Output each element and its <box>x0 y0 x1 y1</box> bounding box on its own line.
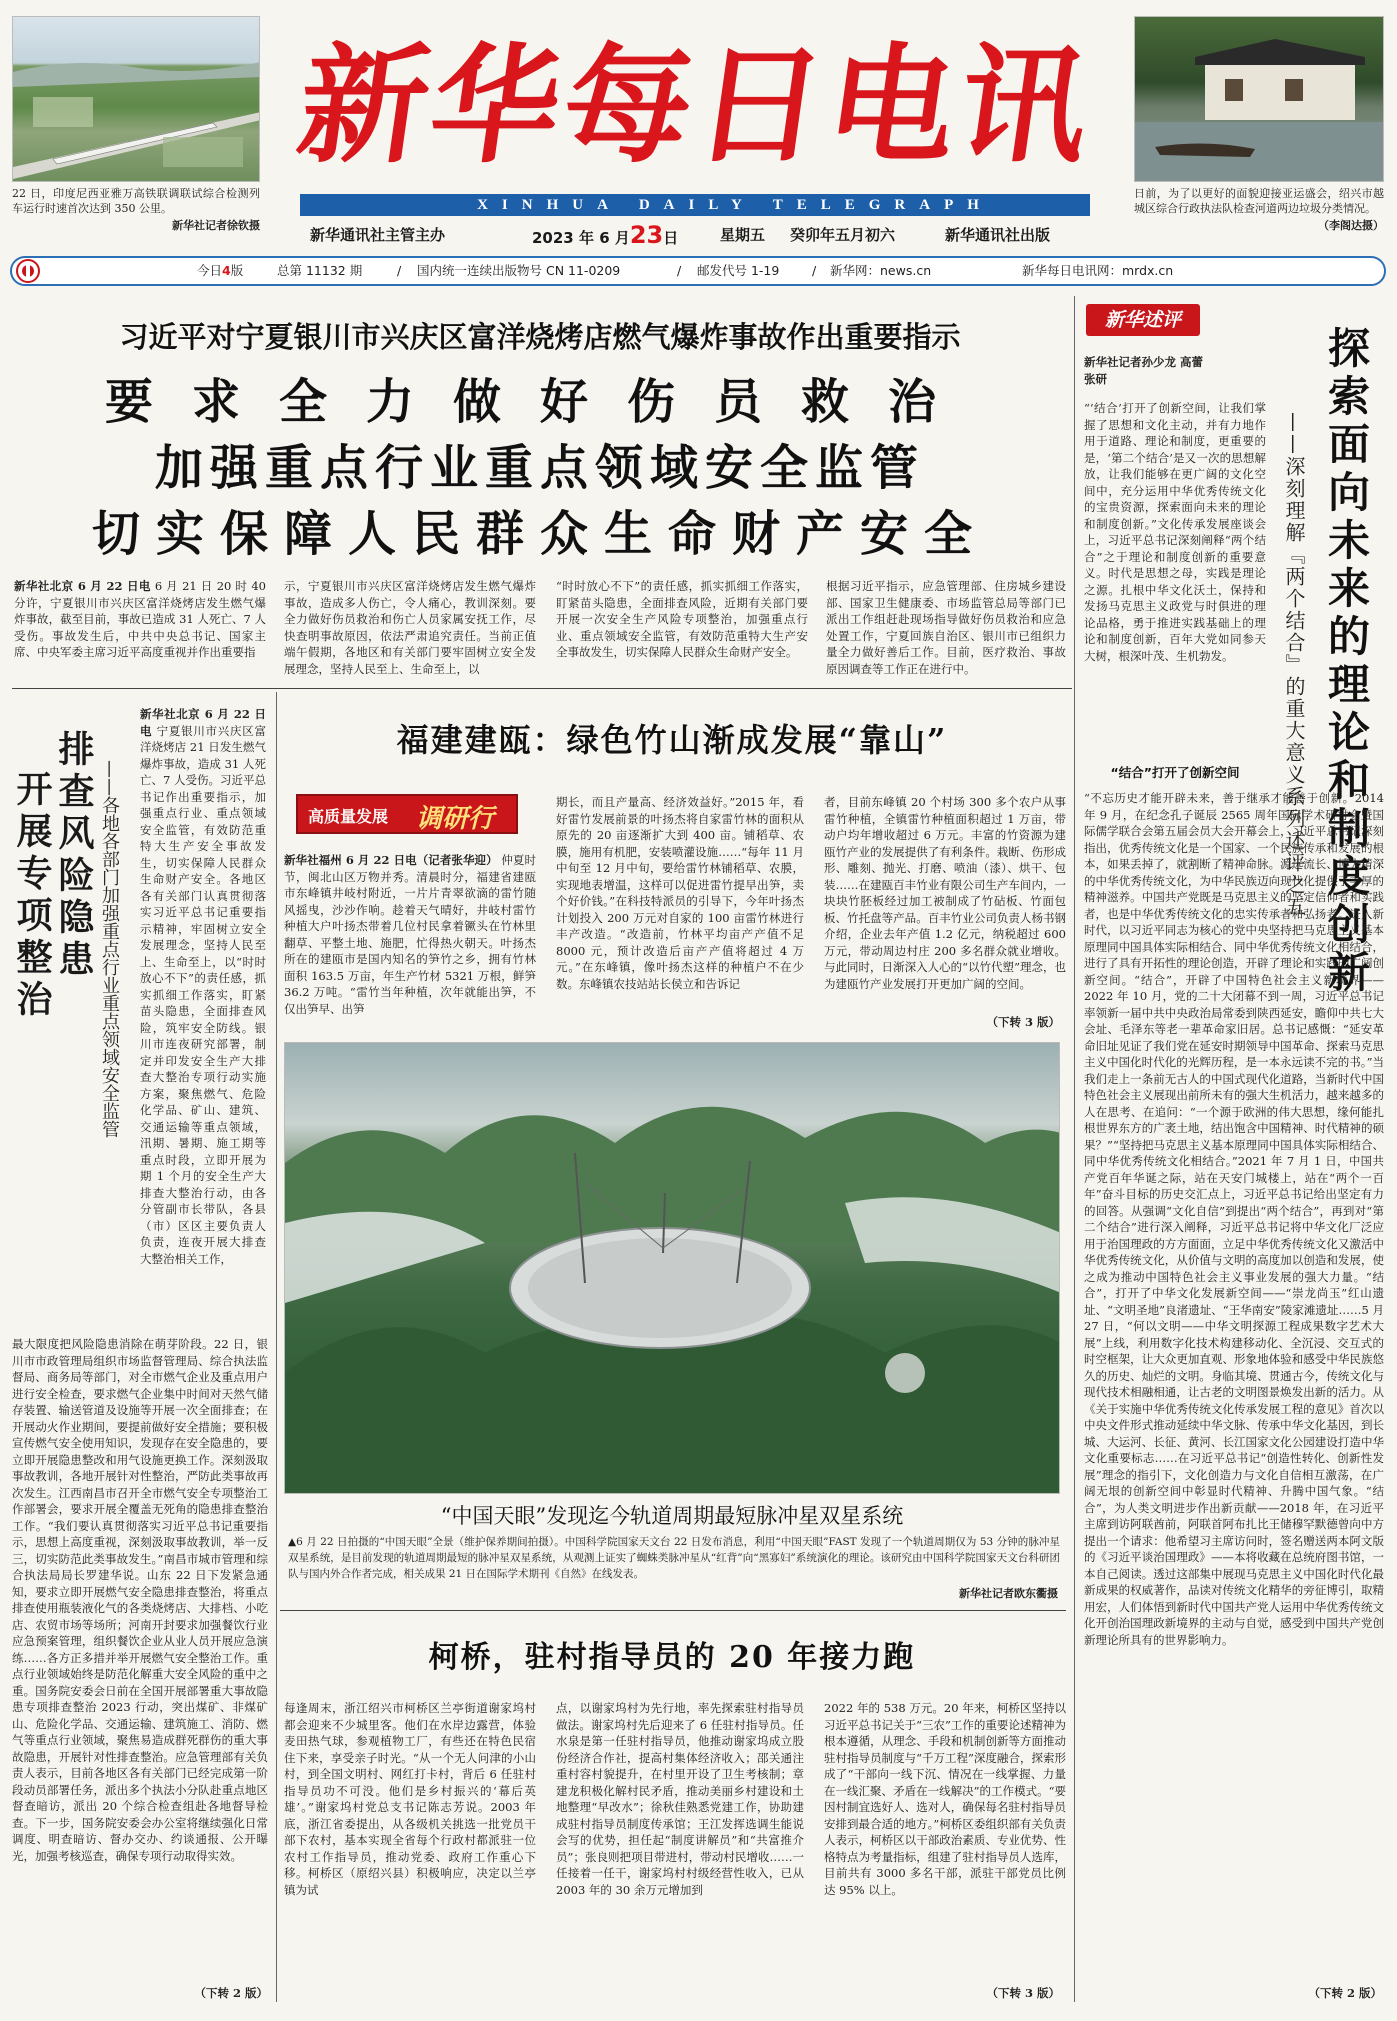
commentary-authors: 新华社记者孙少龙 高蕾 张研 <box>1084 355 1204 386</box>
fujian-col1-text: 仲夏时节，闽北山区万物并秀。清晨时分，福建省建瓯市东峰镇井岐村附近，一片片青翠欲滴的雷竹随风摇曳，沙沙作响。趁着天气晴好，井岐村雷竹种植大户叶扬杰带着几位村民拿着镢头在竹林里翻草、平整土地、施肥，忙得热火朝天。叶扬杰所在的建瓯市是国内知名的笋竹之乡，拥有竹林面积 163.5 万亩，年生产竹材 5321 万根，鲜笋 36.2 万吨。“雷竹当年种植，次年就能出笋，不仅出笋早、出笋 <box>284 853 536 1016</box>
masthead-english-title: XINHUA DAILY TELEGRAPH <box>477 197 993 213</box>
lead-column-2: 示，宁夏银川市兴庆区富洋烧烤店发生燃气爆炸事故，造成多人伤亡，令人痛心，教训深刻。要全力做好伤员救治和伤亡人员家属安抚工作，尽快查明事故原因，依法严肃追究责任。当前正值端午假期，各地区和有关部门要牢固树立安全发展理念，坚持人民至上、生命至上，以 <box>284 579 536 676</box>
lunar-date: 癸卯年五月初六 <box>790 226 896 244</box>
date-suffix: 日 <box>663 229 679 247</box>
side-divider <box>276 692 277 2002</box>
commentary-subtitle: ——深刻理解『两个结合』的重大意义系列述评之五 <box>1282 412 1306 918</box>
lead-headline-1: 要求全力做好伤员救治 <box>104 374 975 430</box>
xinhua-emblem-icon <box>16 259 40 283</box>
sponsor: 新华通讯社主管主办 <box>310 226 446 244</box>
issn: 国内统一连续出版物号 CN 11-0209 <box>417 263 621 278</box>
lead-column-1 <box>14 578 266 682</box>
side-story-bottom: 最大限度把风险隐患消除在萌芽阶段。22 日，银川市市政管理局组织市场监督管理局、综合执法监督局、商务局等部门，对全市燃气企业及重点用户进行安全检查，要求燃气企业集中时间对天然气储存装置、输送管道及设施等开展一次全面排查；在开展动火作业期间，要提前做好安全措施；要积极宣传燃气安全使用知识，发现存在安全隐患的，要立即开展隐患整改和用气设施更换工作。深刻汲取事故教训，各地开展针对性整治，严防此类事故再次发生。江西南昌市召开全市燃气安全专项整治工作部署会，要求开展全覆盖无死角的隐患排查整治工作。“我们要认真贯彻落实习近平总书记重要指示，思想上高度重视，深刻汲取事故教训，举一反三，切实防范此类事故发生。”南昌市城市管理和综合执法局局长罗建华说。山东 22 日下发紧急通知，要求立即开展燃气安全隐患排查整治，将重点排查使用瓶装液化气的各类烧烤店、大排档、小吃店、农贸市场等场所；河南开封要求加强餐饮行业应急预案管理，组织餐饮企业从业人员开展应急演练……各方正多措并举开展燃气安全整治工作。重点行业领域始终是防范化解重大安全风险的重中之重。国务院安委会日前在全国开展部署重大事故隐患专项排查整治 2023 行动，突出煤矿、非煤矿山、危险化学品、交通运输、建筑施工、消防、燃气等重点行业领域，聚焦易造成群死群伤的重大事故隐患，开展针对性排查整治。应急管理部有关负责人表示，目前各地区各有关部门已经完成第一阶段动员部署任务，派出多个执法小分队赴重点地区督查暗访，派出 20 个综合检查组赴各地督导检查。下一步，国务院安委会办公室将继续强化日常调度、明查暗访、督办交办、约谈通报、公开曝光，加强考核巡查，确保专项行动取得实效。 <box>12 1337 268 1863</box>
lead-headline-2: 加强重点行业重点领域安全监管 <box>154 440 925 496</box>
keqiao-column-1: 每逢周末，浙江绍兴市柯桥区兰亭街道谢家坞村都会迎来不少城里客。他们在水岸边露营，体验麦田热气球，参观植物工厂，有些还在特色民宿住下来，享受亲子时光。“从一个无人问津的小山村，到全国文明村、网红打卡村，背后 6 任驻村指导员功不可没。他们是乡村振兴的‘幕后英雄’。”谢家坞村党总支书记陈志芳说。2003 年底，浙江省委提出，从各级机关挑选一批党员干部下农村，基本实现全省每个行政村都派驻一位农村工作指导员，推动党委、政府工作重心下移。柯桥区（原绍兴县）积极响应，决定以兰亭镇为试 <box>284 1701 536 1897</box>
fujian-badge-a: 高质量发展 <box>308 807 389 826</box>
date <box>532 220 678 253</box>
side-story-top <box>140 706 266 1336</box>
fujian-column-1 <box>284 852 536 1030</box>
website-link[interactable]: 新华网：news.cn <box>830 263 932 278</box>
side-story-more: （下转 2 版） <box>194 1986 268 2000</box>
masthead-photo-right-credit: （李阁达摄） <box>1318 219 1384 232</box>
fujian-title: 福建建瓯：绿色竹山渐成发展“靠山” <box>396 721 948 759</box>
highspeed-train-image <box>13 17 260 182</box>
fujian-column-3: 者，目前东峰镇 20 个村场 300 多个农户从事雷竹种植，全镇雷竹种植面积超过 1 万亩，带动户均年增收超过 6 万元。丰富的竹资源为建瓯竹产业的发展提供了有利条件。栽断、伤形成形、雕刻、抛光、打磨、喷油（漆）、烘干、包装……在建瓯百丰竹业有限公司生产车间内，一块块竹胚板经过加工被制成了竹砧板、竹面包板、竹托盘等产品。百丰竹业公司负责人杨书钢介绍，企业去年产值 1.2 亿元，纳税超过 600 万元，带动周边村庄 200 多名群众就业增收。与此同时，日渐深入人心的“以竹代塑”理念，也为建瓯竹产业发展打开更加广阔的空间。 <box>824 795 1066 991</box>
today-label: 今日 <box>197 263 223 278</box>
fujian-more: （下转 3 版） <box>986 1015 1060 1029</box>
today-pages <box>197 258 243 284</box>
lead-headline-3: 切实保障人民群众生命财产安全 <box>91 506 988 562</box>
keqiao-more: （下转 3 版） <box>986 1986 1060 2000</box>
keqiao-column-3: 2022 年的 538 万元。20 年来，柯桥区坚持以习近平总书记关于“三农”工作的重要论述精神为根本遵循，从理念、手段和机制创新等方面推动驻村指导员制度与“千万工程”深度融合，探索形成了“干部向一线下沉、情况在一线掌握、力量在一线汇聚、矛盾在一线解决”的工作模式。“要因村制宜选好人、选对人，确保每名驻村指导员安排到最合适的地方。”柯桥区委组织部有关负责人表示，柯桥区以干部政治素质、专业优势、性格特点为考量指标，组建了驻村指导员人选库，目前共有 3000 多名干部，派驻干部党员比例达 95% 以上。 <box>824 1701 1066 1897</box>
lead-col1-text: 6 月 21 日 20 时 40 分许，宁夏银川市兴庆区富洋烧烤店发生燃气爆炸事故，截至目前，事故已造成 31 人死亡、7 人受伤。事故发生后，中共中央总书记、国家主席、中央军委主席习近平高度重视并作出重要指 <box>14 579 266 659</box>
masthead <box>0 0 1397 260</box>
commentary-body <box>1084 790 1384 1984</box>
fast-telescope-photo <box>284 1042 1060 1494</box>
info-bar <box>10 256 1386 286</box>
lead-dateline: 新华社北京 6 月 22 日电 <box>14 579 151 593</box>
side-dateline: 新华社北京 6 月 22 日电 <box>140 707 266 738</box>
issue-total: 总第 11132 期 <box>277 263 363 278</box>
fast-caption: ▲6 月 22 日拍摄的“中国天眼”全景（维护保养期间拍摄）。中国科学院国家天文台 22 日发布消息，利用“中国天眼”FAST 发现了一个轨道周期仅为 53 分钟的脉冲星双星系统，是目前发现的轨道周期最短的脉冲星双星系统，从观测上证实了蜘蛛类脉冲星从“红背”向“黑寡妇”系统演化的理论。该研究由中国科学院国家天文台科研团队与国内外合作者完成，相关成果 21 日在国际学术期刊《自然》在线发表。 <box>288 1536 1060 1580</box>
side-top-text: 宁夏银川市兴庆区富洋烧烤店 21 日发生燃气爆炸事故，造成 31 人死亡、7 人受伤。习近平总书记作出重要指示，加强重点行业、重点领域安全监管，有效防范重特大生产安全事故发生，切实保障人民群众生命财产安全。各地区各有关部门认真贯彻落实习近平总书记重要指示精神，牢固树立安全发展理念，坚持人民至上、生命至上，以“时时放心不下”的责任感，抓实抓细工作落实，盯紧苗头隐患，全面排查风险，筑牢安全防线。银川市连夜研究部署，制定并印发安全生产大排查大整治专项行动实施方案，聚焦燃气、危险化学品、矿山、建筑、交通运输等重点领域，汛期、暑期、施工期等重点时段，立即开展为期 1 个月的安全生产大排查大整治行动，由各分管副市长带队，各县（市）区区主要负责人负责，连夜开展大排查大整治相关工作， <box>140 723 266 1266</box>
mrdx-link[interactable]: 新华每日电讯网：mrdx.cn <box>1022 263 1174 278</box>
commentary-body-text: “不忘历史才能开辟未来，善于继承才能善于创新。”2014 年 9 月，在纪念孔子诞辰 2565 周年国际学术研讨会暨国际儒学联合会第五届会员大会开幕会上，习近平总书记深刻指出，优秀传统文化是一个国家、一个民族传承和发展的根本，如果丢掉了，就割断了精神命脉。源远流长、博大精深的中华优秀传统文化，为中华民族迈向现代化提供了丰厚的精神滋养。中国共产党既是马克思主义的坚定信仰者和实践者，也是中华优秀传统文化的忠实传承者和弘扬者。进入新时代，以习近平同志为核心的党中央坚持把马克思主义基本原理同中国具体实际相结合、同中华优秀传统文化相结合，进行了具有开拓性的理论创造，开辟了理论和实践的广阔创新空间。“结合”，开辟了中国特色社会主义新境界——2022 年 10 月，党的二十大闭幕不到一周，习近平总书记率领新一届中共中央政治局常委到陕西延安，瞻仰中共七大会址、毛泽东等老一辈革命家旧居。总书记感慨：“延安革命旧址见证了我们党在延安时期领导中国革命、探索马克思主义中国化时代化的光辉历程，是一本永远读不完的书。”当我们走上一条前无古人的中国式现代化道路，当新时代中国特色社会主义展现出前所未有的强大生机活力，越来越多的人在思考、在追问：“一个源于欧洲的伟大思想，缘何能扎根世界东方的广袤土地，结出饱含中国精神、时代精神的硕果？”“坚持把马克思主义基本原理同中国具体实际相结合、同中华优秀传统文化相结合。”2021 年 7 月 1 日，中国共产党百年华诞之际，站在天安门城楼上，站在“两个一百年”奋斗目标的历史交汇点上，习近平总书记给出坚定有力的回答。从强调“文化自信”到提出“两个结合”，再到对“第二个结合”进行深入阐释，习近平总书记将中华文化厂泛应用于治国理政的方方面面，立足中华优秀传统文化又激活中华优秀传统文化，从价值与文明的高度加以创造和发展，使之成为推动中国特色社会主义事业发展的强大力量。“结合”，打开了中华文化发展新空间——“崇龙尚玉”红山遗址、“文明圣地”良渚遗址、“王华南安”陵家滩遗址……5 月 27 日，“何以文明——中华文明探源工程成果数字艺术大展”上线，利用数字化技术构建移动化、全沉浸、交互式的时空框架，让大众更加直观、形象地体验和感受中华民族悠久的历史、灿烂的文明。身临其境、贯通古今，传统文化与现代技术相融相通，让古老的文明图景焕发出新的活力。从《关于实施中华优秀传统文化传承发展工程的意见》首次以中央文件形式推动延续中华文脉、传承中华文化基因，到长城、大运河、长征、黄河、长江国家文化公园建设打造中华文化重要标志……在习近平总书记“创造性转化、创新性发展”理念的指引下，文化创造力与文化自信相互激荡，在广阔无垠的创新空间中彰显时代精神、升腾中国气象。“结合”，为人类文明进步作出新贡献——2018 年，在习近平主席到访阿联酋前，阿联首阿布扎比王储穆罕默德曾向中方提出一个请求：他希望习主席访问时，签名赠送两本阿文版的《习近平谈治国理政》——本将收藏在总统府图书馆，一本自己阅读。透过这部集中展现马克思主义中国化时代化最新成果的权威著作，品读对传统文化精华的旁征博引，取精用宏，人们体悟到新时代中国共产党人运用中华优秀传统文化开创治国理政新境界的主动与自觉，感受到中国共产党创新理论所具有的世界影响力。 <box>1084 791 1384 1647</box>
masthead-photo-left <box>12 16 260 182</box>
today-unit: 版 <box>230 263 244 278</box>
date-day: 23 <box>629 221 664 249</box>
fast-telescope-image <box>285 1043 1060 1494</box>
commentary-title: 探索面向未来的理论和制度创新 <box>1322 326 1371 998</box>
masthead-photo-right <box>1134 16 1384 182</box>
lead-column-4: 根据习近平指示，应急管理部、住房城乡建设部、国家卫生健康委、市场监管总局等部门已派出工作组赶赴现场指导做好伤员救治和应急处置工作，宁夏回族自治区、银川市已组织力量全力做好善后工作。目前，医疗救治、事故原因调查等工作正在进行中。 <box>826 579 1066 676</box>
commentary-intro: “‘结合’打开了创新空间，让我们掌握了思想和文化主动，并有力地作用于道路、理论和制度，更重要的是，‘第二个结合’是又一次的思想解放，让我们能够在更广阔的文化空间中，充分运用中华优秀传统文化的宝贵资源，探索面向未来的理论和制度创新。”文化传承发展座谈会上，习近平总书记深刻阐释“两个结合”之于理论和制度创新的重要意义。时代是思想之母，实践是理论之源。扎根中华文化沃土，保持和发扬马克思主义政党与时俱进的理论品格，勇于推进实践基础上的理论和制度创新，百年大党如同参天大树，根深叶茂、生机勃发。 <box>1084 401 1266 663</box>
fujian-badge-b: 调研行 <box>416 804 495 834</box>
separator: / <box>677 263 682 278</box>
commentary-divider <box>1074 296 1075 2002</box>
fast-divider <box>280 1610 1066 1611</box>
fast-title: “中国天眼”发现迄今轨道周期最短脉冲星双星系统 <box>440 1504 904 1528</box>
lead-column-3: “时时放心不下”的责任感，抓实抓细工作落实，盯紧苗头隐患，全面排查风险，近期有关部门要开展一次安全生产风险专项整治，加强重点行业、重点领域安全监管，有效防范重特大生产安全事故发生，切实保障人民群众生命财产安全。 <box>556 579 808 659</box>
lead-kicker: 习近平对宁夏银川市兴庆区富洋烧烤店燃气爆炸事故作出重要指示 <box>119 320 961 354</box>
commentary-badge <box>1086 304 1200 336</box>
masthead-photo-left-caption: 22 日，印度尼西亚雅万高铁联调联试综合检测列车运行时速首次达到 350 公里。 <box>12 187 260 215</box>
separator: / <box>812 263 817 278</box>
date-prefix: 2023 年 6 月 <box>532 229 630 247</box>
commentary-badge-text: 新华述评 <box>1104 309 1181 331</box>
fujian-column-2: 期长，而且产量高、经济效益好。”2015 年，看好雷竹发展前景的叶扬杰将自家雷竹林的面积从原先的 20 亩逐渐扩大到 400 亩。铺稻草、农膜，施用有机肥，安装喷灌设施……“每年 11 月中旬至 12 月中旬，要给雷竹林铺稻草、农膜，实现地表增温，这样可以促进雷竹提早出笋，卖个好价钱。”在科技特派员的引导下，今年叶扬杰计划投入 200 万元对自家的 100 亩雷竹林进行丰产改造。“改造前，竹林平均亩产产值不足 8000 元，预计改造后亩产产值将超过 4 万元。”在东峰镇，像叶扬杰这样的种植户不在少数。东峰镇农技站站长侯立和告诉记 <box>556 795 804 991</box>
masthead-title: 新华每日电讯 <box>289 31 1103 181</box>
masthead-dateline <box>300 220 1090 250</box>
side-story-title <box>11 730 94 1330</box>
commentary-more: （下转 2 版） <box>1308 1986 1382 2000</box>
masthead-photo-right-caption: 日前，为了以更好的面貌迎接亚运盛会，绍兴市越城区综合行政执法队检查河道两边垃圾分类情况。 <box>1134 187 1384 215</box>
side-story-subtitle: ——各地各部门加强重点行业重点领域安全监管 <box>99 760 120 1138</box>
weekday: 星期五 <box>720 226 766 244</box>
publisher: 新华通讯社出版 <box>945 226 1051 244</box>
post-code: 邮发代号 1-19 <box>697 263 780 278</box>
fast-credit: 新华社记者欧东衢摄 <box>959 1587 1058 1600</box>
canal-houses-image <box>1135 17 1384 182</box>
separator: / <box>397 263 402 278</box>
masthead-english-bar <box>300 194 1090 216</box>
today-count: 4 <box>222 263 231 278</box>
keqiao-column-2: 点，以谢家坞村为先行地，率先探索驻村指导员做法。谢家坞村先后迎来了 6 任驻村指导员。任水泉是第一任驻村指导员，他推动谢家坞成立股份经济合作社，提高村集体经济收入；邵关通注重村容村貌提升，在村里开设了卫生考核制；章建龙积极化解村民矛盾，推动美丽乡村建设和土地整理“早改水”；徐秋佳熟悉党建工作，协助建成驻村指导员制度传承馆；王江发挥选调生能说会写的优势，担任起“制度讲解员”和“共富推介员”；张良则把项目带进村，带动村民增收……一任接着一任干，谢家坞村村级经营性收入，已从 2003 年的 30 余万元增加到 <box>556 1701 804 1897</box>
fujian-badge <box>296 794 518 834</box>
side-title-a: 排查风险隐患 <box>53 730 94 982</box>
masthead-logo <box>289 18 1103 194</box>
fujian-dateline: 新华社福州 6 月 22 日电（记者张华迎） <box>284 853 498 867</box>
keqiao-title: 柯桥，驻村指导员的 20 年接力跑 <box>428 1640 916 1675</box>
lead-divider <box>12 688 1072 689</box>
masthead-photo-left-credit: 新华社记者徐钦摄 <box>172 219 260 232</box>
commentary-subhead: “结合”打开了创新空间 <box>1110 765 1240 780</box>
side-title-b: 开展专项整治 <box>11 770 52 1022</box>
